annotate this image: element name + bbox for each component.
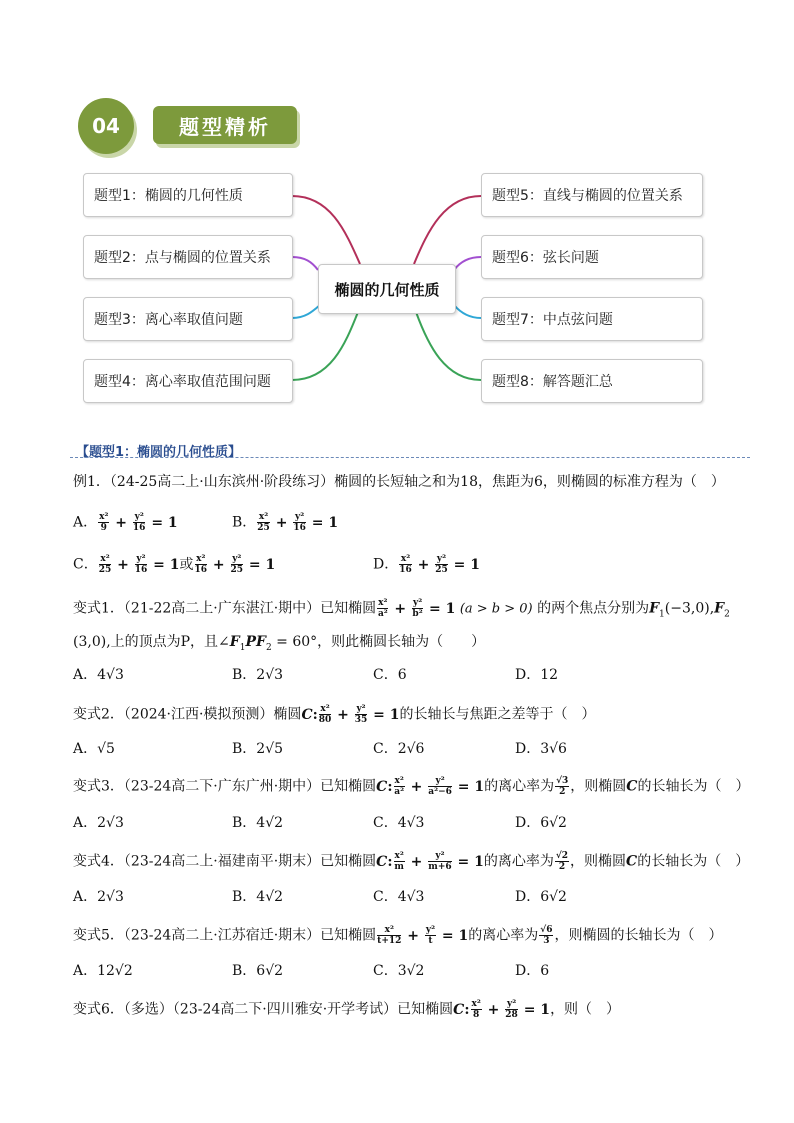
mindmap-item-5: 题型5：直线与椭圆的位置关系	[481, 173, 703, 217]
variant-4-option-d: D．6√2	[515, 889, 567, 905]
variant-3-option-a: A．2√3	[73, 815, 124, 831]
mindmap-item-2: 题型2：点与椭圆的位置关系	[83, 235, 293, 279]
mindmap-item-1: 题型1：椭圆的几何性质	[83, 173, 293, 217]
mindmap-item-7: 题型7：中点弦问题	[481, 297, 703, 341]
variant-5-option-c: C．3√2	[373, 963, 425, 979]
variant-2-option-d: D．3√6	[515, 741, 567, 757]
connector-7	[454, 305, 481, 318]
section-divider	[70, 457, 750, 458]
variant-1-option-c: C．6	[373, 667, 407, 683]
variant-4-option-b: B．4√2	[232, 889, 284, 905]
variant-1-option-b: B．2√3	[232, 667, 284, 683]
example-1-option-c: C． $\frac{\text{x²}}{25}$ + $\frac{\text{y²}}{16}$ = 1或 $\frac{\text{x²}}{16}$ + $\frac{\text{y²}}{25}$ = 1	[73, 554, 276, 575]
mindmap-item-3: 题型3：离心率取值问题	[83, 297, 293, 341]
connector-5	[414, 196, 481, 264]
mindmap-item-8: 题型8：解答题汇总	[481, 359, 703, 403]
section-number-badge: 04	[78, 98, 134, 154]
variant-3-option-b: B．4√2	[232, 815, 284, 831]
variant-5-option-d: D．6	[515, 963, 550, 979]
example-1-stem: 例1．（24-25高二上·山东滨州·阶段练习）椭圆的长短轴之和为18，焦距为6，则椭圆的标准方程为（ ）	[73, 474, 725, 490]
connector-4	[292, 312, 358, 380]
example-1-option-d: D． $\frac{\text{x²}}{16}$ + $\frac{\text{y²}}{25}$ = 1	[373, 554, 481, 575]
variant-4-option-c: C．4√3	[373, 889, 425, 905]
variant-5-option-a: A．12√2	[73, 963, 133, 979]
variant-3-option-d: D．6√2	[515, 815, 567, 831]
section-heading: 【题型1：椭圆的几何性质】	[76, 445, 242, 460]
variant-1-stem-line1: 变式1．（21-22高二上·广东湛江·期中）已知椭圆 $\frac{\text{x²}}{\text{a²}}$ + $\frac{\text{y²}}{\text{b²}}$ = 1 (a > b > 0) 的两个焦点分别为$F_1(-3,0),F_2$	[73, 598, 730, 620]
variant-6-stem: 变式6．（多选）（23-24高二下·四川雅安·开学考试）已知椭圆C: $\frac{\text{x²}}{8}$ + $\frac{\text{y²}}{28}$ = 1，则（ ）	[73, 999, 621, 1020]
variant-2-option-c: C．2√6	[373, 741, 425, 757]
connector-1	[292, 196, 360, 264]
variant-3-option-c: C．4√3	[373, 815, 425, 831]
section-title-badge: 题型精析	[153, 106, 297, 144]
connector-2	[292, 257, 318, 270]
mindmap-item-6: 题型6：弦长问题	[481, 235, 703, 279]
variant-1-stem-line2: (3,0),上的顶点为P，且$\angle F_1PF_2 = 60^\circ$，则此椭圆长轴为（ ）	[73, 634, 486, 653]
connector-8	[416, 312, 481, 380]
variant-5-stem: 变式5．（23-24高二上·江苏宿迁·期末）已知椭圆 $\frac{\text{x²}}{t+12}$ + $\frac{\text{y²}}{t}$ = 1的离心率为 $\frac{√6}{3}$ ，则椭圆的长轴长为（ ）	[73, 925, 723, 946]
mindmap-center: 椭圆的几何性质	[318, 264, 456, 314]
variant-2-stem: 变式2．（2024·江西·模拟预测）椭圆C: $\frac{\text{x²}}{80}$ + $\frac{\text{y²}}{35}$ = 1的长轴长与焦距之差等于（ ）	[73, 704, 596, 725]
example-1-option-a: A． $\frac{\text{x²}}{9}$ + $\frac{\text{y²}}{16}$ = 1	[73, 512, 178, 533]
variant-1-option-a: A．4√3	[73, 667, 124, 683]
variant-1-option-d: D．12	[515, 667, 559, 683]
variant-2-option-b: B．2√5	[232, 741, 284, 757]
variant-4-stem: 变式4．（23-24高二上·福建南平·期末）已知椭圆C: $\frac{\text{x²}}{m}$ + $\frac{\text{y²}}{m+6}$ = 1的离心率为 $\frac{√2}{2}$ ，则椭圆C的长轴长为（ ）	[73, 851, 750, 872]
variant-2-option-a: A．√5	[73, 741, 115, 757]
example-1-option-b: B． $\frac{\text{x²}}{25}$ + $\frac{\text{y²}}{16}$ = 1	[232, 512, 339, 533]
variant-5-option-b: B．6√2	[232, 963, 284, 979]
variant-4-option-a: A．2√3	[73, 889, 124, 905]
connector-3	[292, 305, 320, 318]
mindmap-item-4: 题型4：离心率取值范围问题	[83, 359, 293, 403]
variant-3-stem: 变式3．（23-24高二下·广东广州·期中）已知椭圆C: $\frac{\text{x²}}{\text{a²}}$ + $\frac{\text{y²}}{\text{a²−6}}$ = 1的离心率为 $\frac{√3}{2}$ ，则椭圆C的长轴长为（ ）	[73, 776, 750, 797]
connector-6	[454, 257, 481, 270]
